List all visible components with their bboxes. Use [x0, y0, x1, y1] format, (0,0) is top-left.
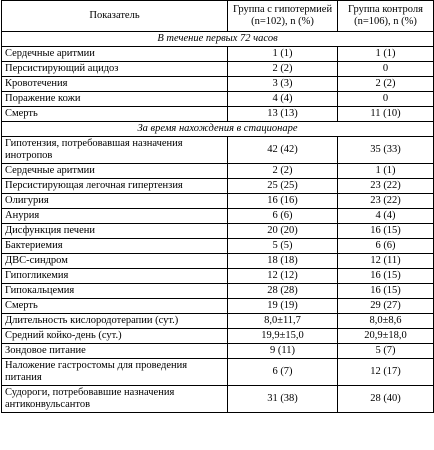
- table-row: [2, 284, 434, 299]
- control-value-cell: 0: [338, 92, 434, 107]
- table-row: [2, 137, 434, 164]
- header-row: [2, 1, 434, 32]
- control-value-cell: 23 (22): [338, 194, 434, 209]
- indicator-cell: Гипокальцемия: [2, 284, 228, 299]
- indicator-cell: ДВС-синдром: [2, 254, 228, 269]
- indicator-cell: Длительность кислородотерапии (сут.): [2, 314, 228, 329]
- hypothermia-value-cell: 19 (19): [228, 299, 338, 314]
- indicator-cell: Гипогликемия: [2, 269, 228, 284]
- hypothermia-value-cell: 2 (2): [228, 164, 338, 179]
- table-row: [2, 77, 434, 92]
- table-row: [2, 164, 434, 179]
- control-value-cell: 0: [338, 62, 434, 77]
- hypothermia-value-cell: 9 (11): [228, 344, 338, 359]
- control-value-cell: 35 (33): [338, 137, 434, 164]
- hypothermia-value-cell: 20 (20): [228, 224, 338, 239]
- control-value-cell: 5 (7): [338, 344, 434, 359]
- hypothermia-value-cell: 12 (12): [228, 269, 338, 284]
- indicator-cell: Наложение гастростомы для проведения питания: [2, 359, 228, 386]
- hypothermia-value-cell: 16 (16): [228, 194, 338, 209]
- hypothermia-value-cell: 42 (42): [228, 137, 338, 164]
- control-value-cell: 16 (15): [338, 224, 434, 239]
- hypothermia-value-cell: 18 (18): [228, 254, 338, 269]
- control-value-cell: 4 (4): [338, 209, 434, 224]
- hypothermia-value-cell: 6 (7): [228, 359, 338, 386]
- hypothermia-value-cell: 5 (5): [228, 239, 338, 254]
- control-value-cell: 28 (40): [338, 386, 434, 413]
- table-body: [2, 32, 434, 413]
- control-value-cell: 20,9±18,0: [338, 329, 434, 344]
- indicator-cell: Зондовое питание: [2, 344, 228, 359]
- section-title: В течение первых 72 часов: [2, 32, 434, 47]
- table-row: [2, 329, 434, 344]
- hypothermia-value-cell: 3 (3): [228, 77, 338, 92]
- table-row: [2, 194, 434, 209]
- hypothermia-value-cell: 4 (4): [228, 92, 338, 107]
- indicator-cell: Бактериемия: [2, 239, 228, 254]
- hypothermia-value-cell: 31 (38): [228, 386, 338, 413]
- table-row: [2, 359, 434, 386]
- hypothermia-value-cell: 25 (25): [228, 179, 338, 194]
- indicator-cell: Судороги, потребовавшие назначения антиконвульсантов: [2, 386, 228, 413]
- table-row: [2, 179, 434, 194]
- table-row: [2, 254, 434, 269]
- header-hypothermia-group: Группа с гипотермией (n=102), n (%): [228, 1, 338, 32]
- table-row: [2, 92, 434, 107]
- table-row: [2, 47, 434, 62]
- table-row: [2, 314, 434, 329]
- table-row: [2, 386, 434, 413]
- control-value-cell: 11 (10): [338, 107, 434, 122]
- indicator-cell: Дисфункция печени: [2, 224, 228, 239]
- complications-table: [1, 0, 434, 413]
- table-row: [2, 209, 434, 224]
- table-row: [2, 62, 434, 77]
- table-row: [2, 107, 434, 122]
- header-indicator: Показатель: [2, 1, 228, 32]
- section-row: [2, 32, 434, 47]
- table-row: [2, 299, 434, 314]
- table-row: [2, 224, 434, 239]
- control-value-cell: 12 (11): [338, 254, 434, 269]
- indicator-cell: Кровотечения: [2, 77, 228, 92]
- control-value-cell: 12 (17): [338, 359, 434, 386]
- hypothermia-value-cell: 8,0±11,7: [228, 314, 338, 329]
- indicator-cell: Смерть: [2, 299, 228, 314]
- hypothermia-value-cell: 2 (2): [228, 62, 338, 77]
- table-row: [2, 239, 434, 254]
- hypothermia-value-cell: 28 (28): [228, 284, 338, 299]
- indicator-cell: Сердечные аритмии: [2, 47, 228, 62]
- table-row: [2, 344, 434, 359]
- indicator-cell: Смерть: [2, 107, 228, 122]
- indicator-cell: Олигурия: [2, 194, 228, 209]
- control-value-cell: 6 (6): [338, 239, 434, 254]
- indicator-cell: Персистирующая легочная гипертензия: [2, 179, 228, 194]
- control-value-cell: 1 (1): [338, 47, 434, 62]
- header-control-group: Группа контроля (n=106), n (%): [338, 1, 434, 32]
- control-value-cell: 8,0±8,6: [338, 314, 434, 329]
- section-row: [2, 122, 434, 137]
- hypothermia-value-cell: 6 (6): [228, 209, 338, 224]
- section-title: За время нахождения в стационаре: [2, 122, 434, 137]
- control-value-cell: 16 (15): [338, 284, 434, 299]
- indicator-cell: Поражение кожи: [2, 92, 228, 107]
- table-row: [2, 269, 434, 284]
- indicator-cell: Гипотензия, потребовавшая назначения инотропов: [2, 137, 228, 164]
- hypothermia-value-cell: 19,9±15,0: [228, 329, 338, 344]
- control-value-cell: 16 (15): [338, 269, 434, 284]
- control-value-cell: 29 (27): [338, 299, 434, 314]
- indicator-cell: Персистирующий ацидоз: [2, 62, 228, 77]
- control-value-cell: 1 (1): [338, 164, 434, 179]
- hypothermia-value-cell: 1 (1): [228, 47, 338, 62]
- indicator-cell: Сердечные аритмии: [2, 164, 228, 179]
- control-value-cell: 2 (2): [338, 77, 434, 92]
- hypothermia-value-cell: 13 (13): [228, 107, 338, 122]
- indicator-cell: Средний койко-день (сут.): [2, 329, 228, 344]
- indicator-cell: Анурия: [2, 209, 228, 224]
- control-value-cell: 23 (22): [338, 179, 434, 194]
